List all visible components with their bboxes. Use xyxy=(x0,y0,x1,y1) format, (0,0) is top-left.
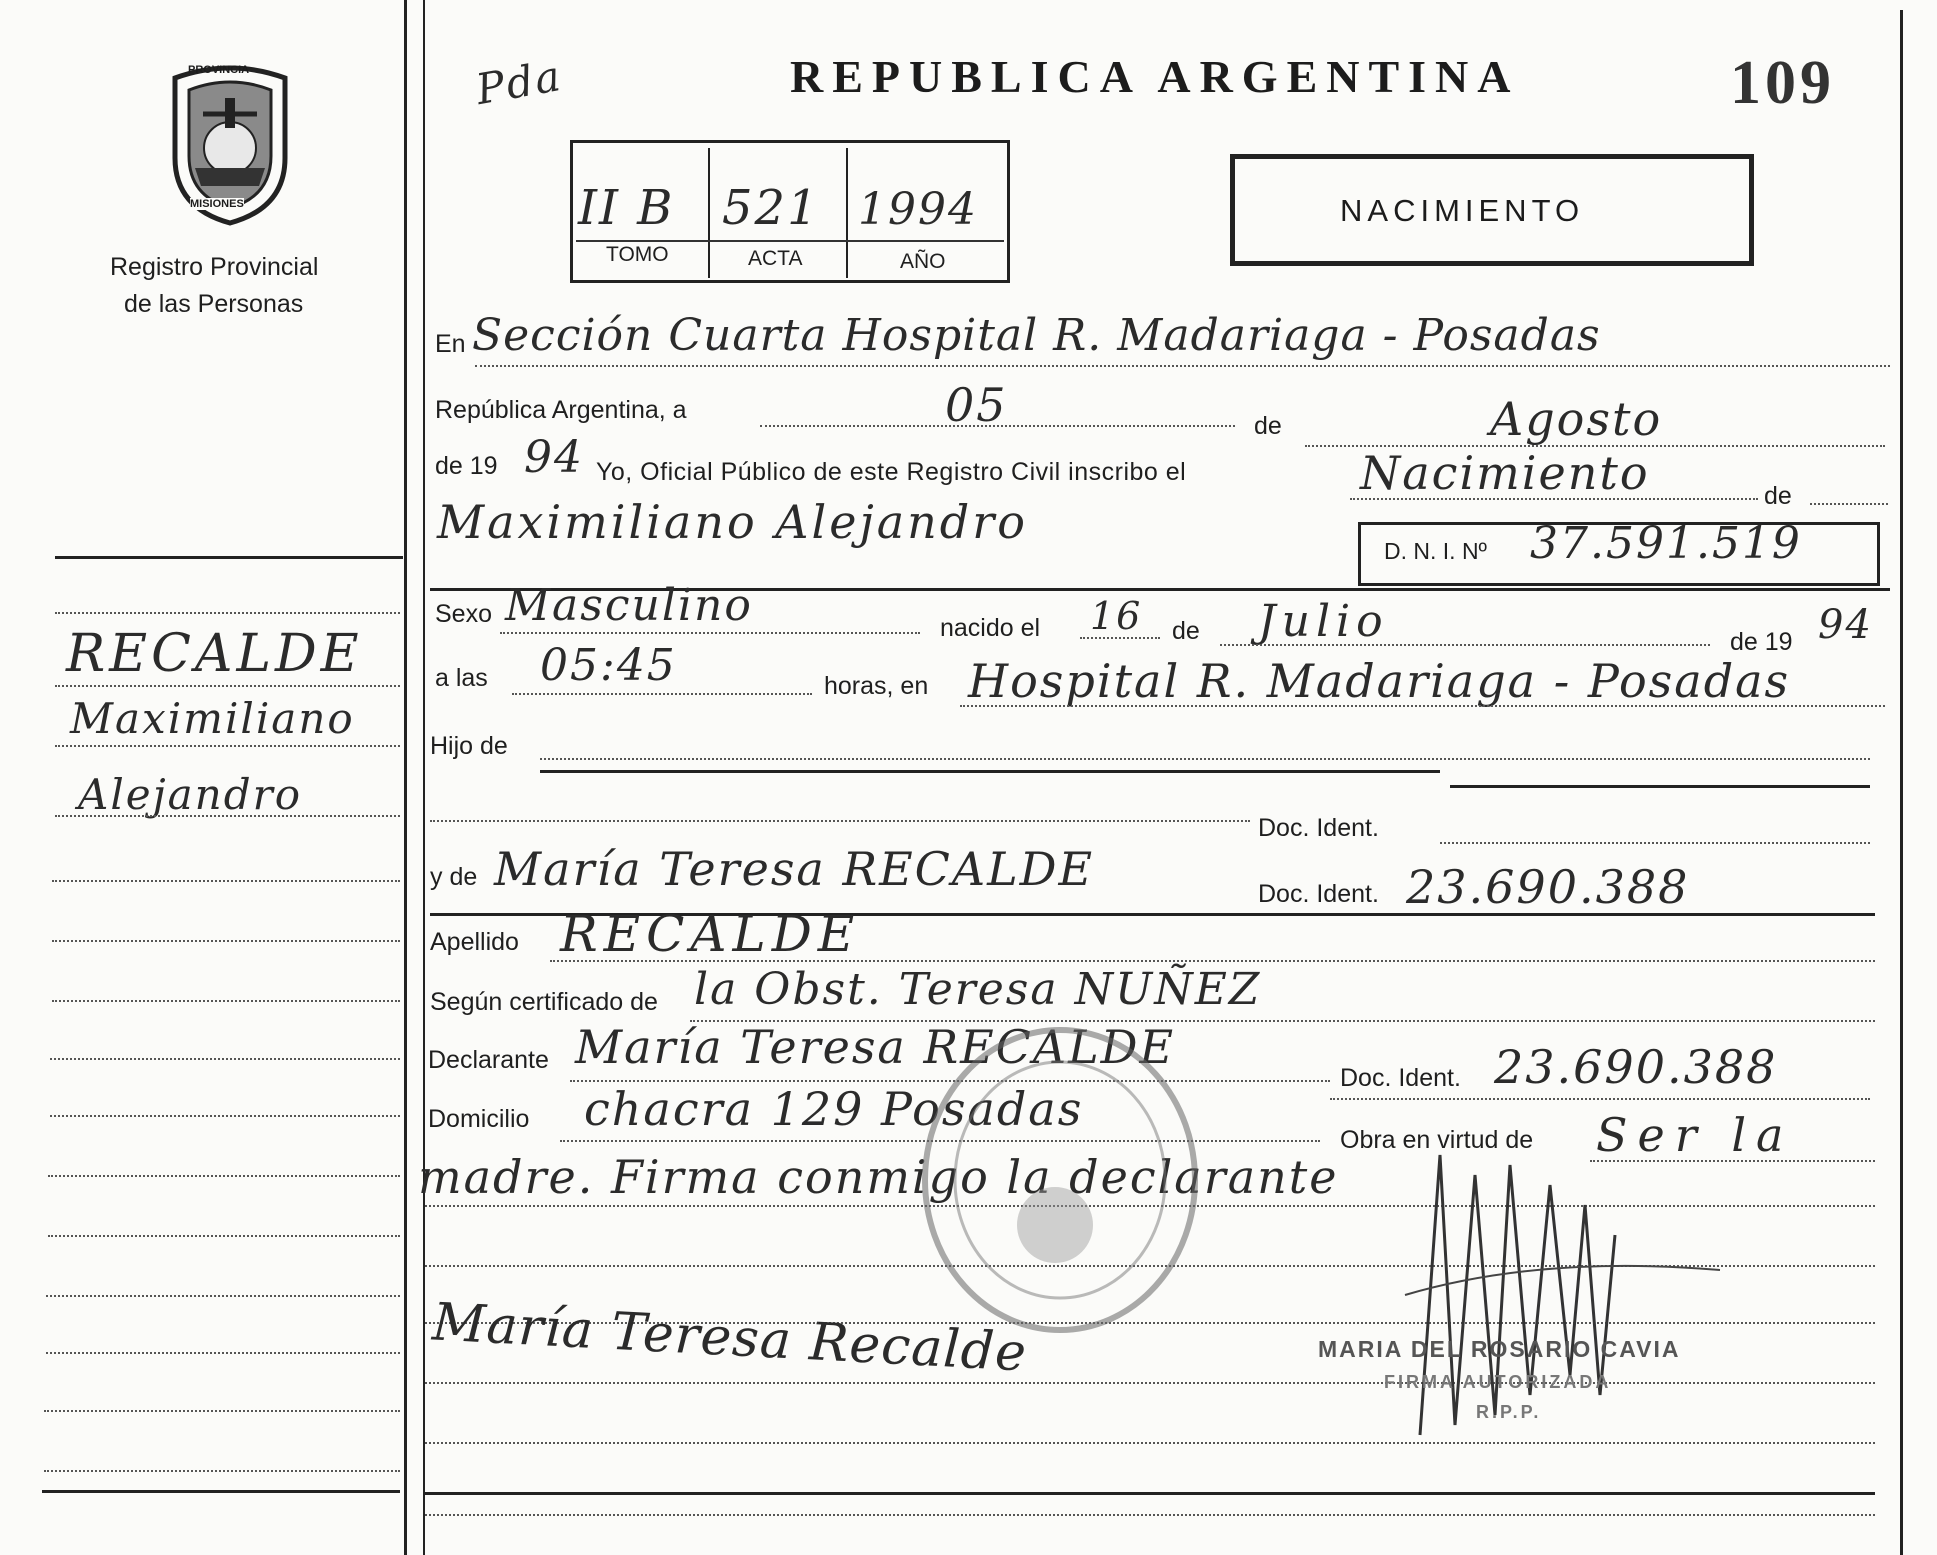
margin-line xyxy=(50,1058,400,1060)
republica-label: República Argentina, a xyxy=(435,396,687,424)
page-number: 109 xyxy=(1730,49,1835,117)
domicilio-label: Domicilio xyxy=(428,1105,530,1133)
record-type: NACIMIENTO xyxy=(1340,193,1585,228)
de-end-line xyxy=(1810,503,1888,505)
margin-line xyxy=(55,815,400,817)
mes-value: Agosto xyxy=(1490,392,1663,446)
declarante-value: María Teresa RECALDE xyxy=(575,1020,1176,1074)
margin-line xyxy=(52,940,400,942)
margin-line xyxy=(44,1410,400,1412)
tomo-label: TOMO xyxy=(606,243,669,266)
apellido-value: RECALDE xyxy=(560,905,861,963)
pda-annotation: Pda xyxy=(472,50,566,115)
registry-name-line2: de las Personas xyxy=(124,290,304,318)
margin-surname: RECALDE xyxy=(66,624,363,684)
nac-mes-line xyxy=(1220,644,1710,646)
de-a-label: de xyxy=(1172,617,1200,645)
right-border xyxy=(1900,10,1903,1555)
de-end-label: de xyxy=(1764,482,1792,510)
official-title: FIRMA AUTORIZADA xyxy=(1384,1372,1612,1392)
bottom-rule xyxy=(425,1492,1875,1495)
de-label: de xyxy=(1254,412,1282,440)
dni-value: 37.591.519 xyxy=(1530,518,1802,569)
nac-dia-value: 16 xyxy=(1090,594,1143,638)
margin-rule xyxy=(55,556,403,559)
declarante-doc-value: 23.690.388 xyxy=(1494,1040,1778,1094)
hora-line xyxy=(512,693,812,695)
nac-mes-value: Julio xyxy=(1258,596,1389,647)
oficial-text: Yo, Oficial Público de este Registro Civil inscribo el xyxy=(596,458,1187,486)
hijo-line xyxy=(540,758,1870,760)
act-box-divider xyxy=(846,148,848,278)
acta-label: ACTA xyxy=(748,247,803,270)
padre-doc-label: Doc. Ident. xyxy=(1258,814,1379,842)
hijo-de-label: Hijo de xyxy=(430,732,508,760)
segun-label: Según certificado de xyxy=(430,988,658,1016)
obra-label: Obra en virtud de xyxy=(1340,1126,1534,1154)
certificado-value: la Obst. Teresa NUÑEZ xyxy=(694,964,1262,1015)
domicilio-value: chacra 129 Posadas xyxy=(584,1082,1084,1136)
column-divider xyxy=(404,0,407,1555)
seccion-value: Sección Cuarta Hospital R. Madariaga - Posadas xyxy=(472,310,1601,361)
madre-doc-label: Doc. Ident. xyxy=(1258,880,1379,908)
nac-dia-line xyxy=(1080,637,1160,639)
en-label: En xyxy=(435,330,466,358)
margin-line xyxy=(55,612,400,614)
declarante-doc-label: Doc. Ident. xyxy=(1340,1064,1461,1092)
declarante-label: Declarante xyxy=(428,1046,549,1074)
seal-top-text: PROVINCIA xyxy=(188,64,250,76)
dia-value: 05 xyxy=(945,378,1008,432)
en-line xyxy=(475,365,1890,367)
sexo-label: Sexo xyxy=(435,600,492,628)
margin-line xyxy=(44,1470,400,1472)
madre-doc-value: 23.690.388 xyxy=(1406,860,1690,914)
nac-anio-value: 94 xyxy=(1818,602,1873,648)
hijo-rule xyxy=(540,770,1440,773)
anio-value: 94 xyxy=(524,432,584,483)
lugar-line xyxy=(960,705,1885,707)
y-de-label: y de xyxy=(430,863,478,891)
margin-line xyxy=(46,1352,400,1354)
official-signature-icon xyxy=(1400,1095,1740,1455)
apellido-line xyxy=(550,960,1875,962)
acta-value: 521 xyxy=(722,180,820,236)
country-title: REPUBLICA ARGENTINA xyxy=(790,51,1520,102)
margin-line xyxy=(52,1000,400,1002)
nombre-value: Maximiliano Alejandro xyxy=(437,495,1028,549)
sexo-value: Masculino xyxy=(505,580,753,631)
sexo-line xyxy=(500,632,920,634)
hora-value: 05:45 xyxy=(540,640,677,691)
margin-line xyxy=(48,1235,400,1237)
horas-en-label: horas, en xyxy=(824,672,929,700)
official-name: MARIA DEL ROSARIO CAVIA xyxy=(1318,1336,1681,1362)
dni-label: D. N. I. Nº xyxy=(1384,538,1487,564)
virtud-value: Ser la xyxy=(1596,1108,1794,1162)
tomo-value: II B xyxy=(578,180,675,236)
bottom-line xyxy=(425,1514,1875,1516)
act-box-divider xyxy=(708,148,710,278)
ano-value: 1994 xyxy=(858,184,978,235)
de-19-label: de 19 xyxy=(435,452,498,480)
madre-value: María Teresa RECALDE xyxy=(494,842,1095,896)
margin-line xyxy=(52,880,400,882)
margin-line xyxy=(46,1295,400,1297)
margin-line xyxy=(55,685,400,687)
official-org: R.P.P. xyxy=(1476,1402,1542,1422)
official-stamp-icon xyxy=(915,1020,1205,1340)
margin-line xyxy=(48,1175,400,1177)
act-box-rule xyxy=(576,240,1004,242)
tipo-value: Nacimiento xyxy=(1360,446,1650,500)
margin-second-name: Alejandro xyxy=(78,770,302,819)
nacido-label: nacido el xyxy=(940,614,1041,642)
hijo-rule-2 xyxy=(1450,785,1870,788)
observacion-value: madre. Firma conmigo la declarante xyxy=(418,1150,1339,1204)
registry-name-line1: Registro Provincial xyxy=(110,253,319,281)
margin-first-name: Maximiliano xyxy=(70,694,355,743)
seal-bottom-text: MISIONES xyxy=(190,198,244,210)
padre-doc-line xyxy=(1440,842,1870,844)
tipo-line xyxy=(1350,498,1758,500)
lugar-value: Hospital R. Madariaga - Posadas xyxy=(968,654,1791,708)
de-19b-label: de 19 xyxy=(1730,628,1793,656)
padre-line xyxy=(430,820,1250,822)
margin-line xyxy=(50,1115,400,1117)
a-las-label: a las xyxy=(435,664,488,692)
ano-label: AÑO xyxy=(900,250,946,273)
margin-bottom-rule xyxy=(42,1490,400,1493)
declarante-signature: María Teresa Recalde xyxy=(430,1292,1029,1384)
apellido-label: Apellido xyxy=(430,928,519,956)
margin-line xyxy=(55,745,400,747)
